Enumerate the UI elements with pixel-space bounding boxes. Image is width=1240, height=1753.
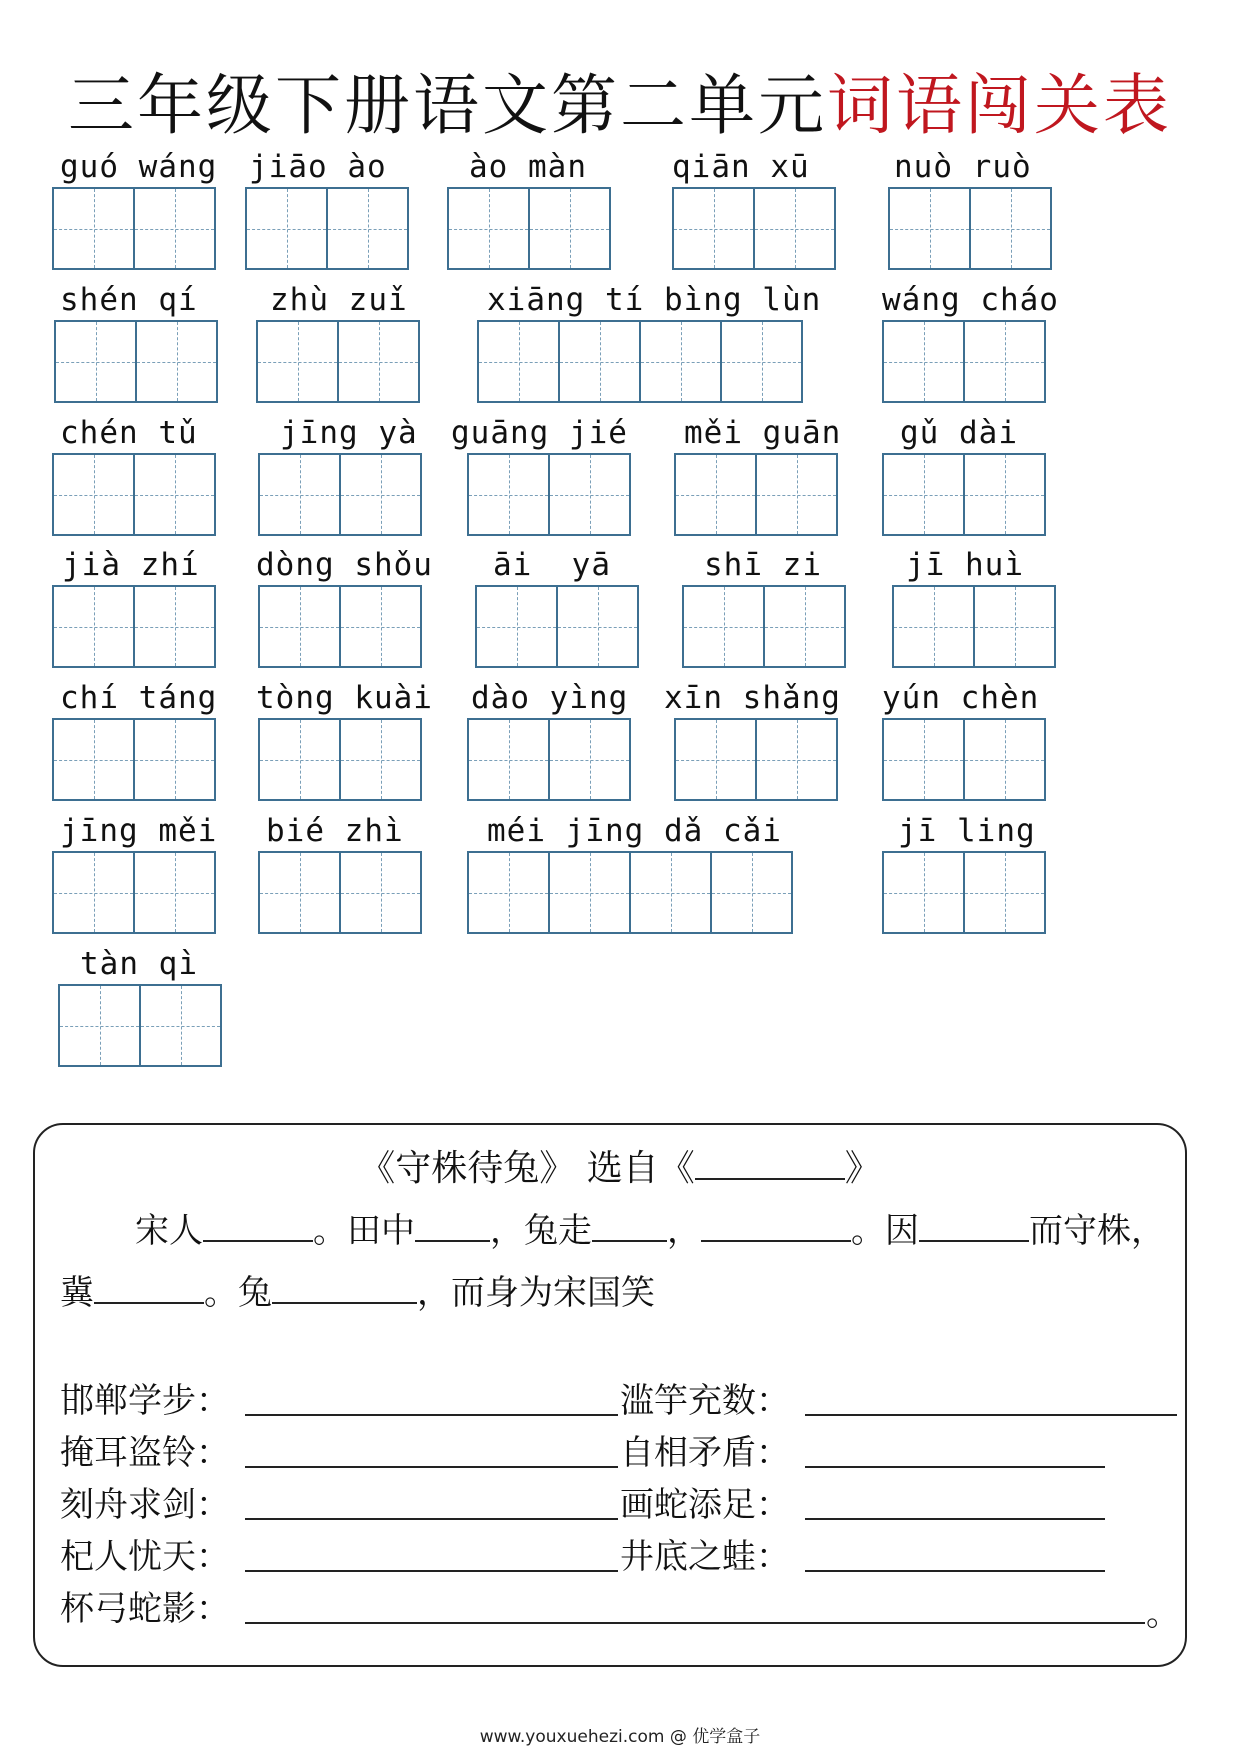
fill-blank[interactable] <box>272 1272 417 1304</box>
tianzige-grid <box>258 851 422 934</box>
tianzige-grid <box>892 585 1056 668</box>
tianzige-grid <box>258 585 422 668</box>
tianzige-grid <box>52 187 216 270</box>
writing-cell[interactable] <box>892 585 975 668</box>
writing-cell[interactable] <box>753 187 836 270</box>
pinyin-label: jiāo ào <box>249 149 387 185</box>
writing-cell[interactable] <box>135 320 218 403</box>
poem-line-2 <box>60 1265 655 1314</box>
idiom-label: 杞人忧天： <box>60 1537 230 1577</box>
writing-cell[interactable] <box>467 851 550 934</box>
writing-cell[interactable] <box>548 718 631 801</box>
writing-cell[interactable] <box>755 718 838 801</box>
writing-cell[interactable] <box>256 320 339 403</box>
footer: www.youxuehezi.com @ 优学盒子 <box>479 1727 761 1747</box>
pinyin-label: jī ling <box>898 813 1036 849</box>
writing-cell[interactable] <box>467 718 550 801</box>
pinyin-label: shī zi <box>704 547 822 583</box>
page-title <box>0 52 1240 147</box>
writing-cell[interactable] <box>629 851 712 934</box>
title-black: 三年级下册语文第二单元 <box>68 67 827 144</box>
writing-cell[interactable] <box>58 984 141 1067</box>
idiom-label: 井底之蛙： <box>620 1537 790 1577</box>
tianzige-grid <box>258 718 422 801</box>
pinyin-label: měi guān <box>684 415 842 451</box>
writing-cell[interactable] <box>139 984 222 1067</box>
writing-cell[interactable] <box>447 187 530 270</box>
writing-cell[interactable] <box>467 453 550 536</box>
writing-cell[interactable] <box>720 320 803 403</box>
tianzige-grid <box>258 453 422 536</box>
pinyin-label: jià zhí <box>62 547 200 583</box>
poem-text: 。兔 <box>204 1273 272 1313</box>
writing-cell[interactable] <box>963 718 1046 801</box>
tianzige-grid <box>52 585 216 668</box>
idiom-label: 刻舟求剑： <box>60 1485 230 1525</box>
writing-cell[interactable] <box>888 187 971 270</box>
writing-cell[interactable] <box>763 585 846 668</box>
writing-cell[interactable] <box>52 851 135 934</box>
tianzige-grid <box>674 718 838 801</box>
pinyin-label: ào màn <box>469 149 587 185</box>
writing-cell[interactable] <box>258 453 341 536</box>
answer-line[interactable] <box>245 1518 618 1520</box>
tianzige-grid <box>58 984 222 1067</box>
poem-text: 宋人 <box>135 1211 203 1251</box>
tianzige-grid <box>467 453 631 536</box>
writing-cell[interactable] <box>339 585 422 668</box>
tianzige-grid <box>467 851 793 934</box>
poem-text: ，而身为宋国笑 <box>417 1273 655 1313</box>
idiom-label: 自相矛盾： <box>620 1433 790 1473</box>
writing-cell[interactable] <box>882 851 965 934</box>
pinyin-label: xiāng tí bìng lùn <box>487 282 822 318</box>
writing-cell[interactable] <box>52 585 135 668</box>
writing-cell[interactable] <box>882 718 965 801</box>
pinyin-label: chén tǔ <box>60 415 198 451</box>
writing-cell[interactable] <box>245 187 328 270</box>
tianzige-grid <box>52 851 216 934</box>
tianzige-grid <box>54 320 218 403</box>
writing-cell[interactable] <box>258 851 341 934</box>
pinyin-label: guó wáng <box>60 149 218 185</box>
pinyin-label: jīng yà <box>280 415 418 451</box>
idiom-label: 掩耳盗铃： <box>60 1433 230 1473</box>
tianzige-grid <box>882 851 1046 934</box>
answer-line[interactable] <box>805 1466 1105 1468</box>
pinyin-label: qiān xū <box>672 149 810 185</box>
writing-cell[interactable] <box>639 320 722 403</box>
writing-cell[interactable] <box>963 453 1046 536</box>
poem-text: 而守株， <box>1029 1211 1165 1251</box>
fill-blank[interactable] <box>203 1210 313 1242</box>
fill-blank[interactable] <box>919 1210 1029 1242</box>
pinyin-label: dòng shǒu <box>256 547 433 583</box>
pinyin-label: tòng kuài <box>256 680 433 716</box>
pinyin-label: tàn qì <box>80 946 198 982</box>
answer-line[interactable] <box>245 1570 618 1572</box>
idiom-label: 画蛇添足： <box>620 1485 790 1525</box>
poem-text: 冀 <box>60 1273 94 1313</box>
pinyin-label: guāng jié <box>451 415 628 451</box>
poem-title-suffix: 》 <box>844 1148 881 1189</box>
writing-cell[interactable] <box>674 453 757 536</box>
answer-line[interactable] <box>805 1570 1105 1572</box>
writing-cell[interactable] <box>477 320 560 403</box>
pinyin-label: wáng cháo <box>882 282 1059 318</box>
writing-cell[interactable] <box>133 453 216 536</box>
poem-text: 。田中 <box>313 1211 415 1251</box>
idiom-label: 杯弓蛇影： <box>60 1589 230 1629</box>
idiom-label: 邯郸学步： <box>60 1381 230 1421</box>
pinyin-label: gǔ dài <box>900 415 1018 451</box>
writing-cell[interactable] <box>258 585 341 668</box>
tianzige-grid <box>467 718 631 801</box>
fill-blank[interactable] <box>592 1210 667 1242</box>
writing-cell[interactable] <box>882 320 965 403</box>
fill-blank[interactable] <box>701 1210 851 1242</box>
poem-title <box>0 1140 1240 1191</box>
poem-text: ， <box>667 1211 701 1251</box>
writing-cell[interactable] <box>963 320 1046 403</box>
writing-cell[interactable] <box>882 453 965 536</box>
period-mark: 。 <box>1146 1594 1180 1634</box>
tianzige-grid <box>52 718 216 801</box>
writing-cell[interactable] <box>672 187 755 270</box>
answer-line[interactable] <box>245 1466 618 1468</box>
writing-cell[interactable] <box>556 585 639 668</box>
writing-cell[interactable] <box>548 453 631 536</box>
tianzige-grid <box>882 453 1046 536</box>
poem-text: 。因 <box>851 1211 919 1251</box>
pinyin-label: dào yìng <box>471 680 629 716</box>
pinyin-label: shén qí <box>60 282 198 318</box>
idiom-label: 滥竽充数： <box>620 1381 790 1421</box>
title-red: 词语闯关表 <box>827 67 1172 144</box>
writing-cell[interactable] <box>674 718 757 801</box>
tianzige-grid <box>475 585 639 668</box>
writing-cell[interactable] <box>528 187 611 270</box>
tianzige-grid <box>672 187 836 270</box>
tianzige-grid <box>256 320 420 403</box>
poem-title-prefix: 《守株待兔》 选自《 <box>359 1148 695 1189</box>
writing-cell[interactable] <box>710 851 793 934</box>
writing-cell[interactable] <box>475 585 558 668</box>
writing-cell[interactable] <box>133 718 216 801</box>
pinyin-label: āi yā <box>493 547 611 583</box>
tianzige-grid <box>477 320 803 403</box>
writing-cell[interactable] <box>963 851 1046 934</box>
answer-line[interactable] <box>245 1414 618 1416</box>
writing-cell[interactable] <box>52 718 135 801</box>
tianzige-grid <box>682 585 846 668</box>
fill-blank[interactable] <box>94 1272 204 1304</box>
writing-cell[interactable] <box>339 453 422 536</box>
writing-cell[interactable] <box>339 718 422 801</box>
pinyin-label: zhù zuǐ <box>270 282 408 318</box>
writing-cell[interactable] <box>133 585 216 668</box>
pinyin-label: jīng měi <box>60 813 218 849</box>
pinyin-label: jī huì <box>906 547 1024 583</box>
writing-cell[interactable] <box>133 851 216 934</box>
tianzige-grid <box>674 453 838 536</box>
pinyin-label: méi jīng dǎ cǎi <box>487 813 782 849</box>
writing-cell[interactable] <box>755 453 838 536</box>
tianzige-grid <box>882 320 1046 403</box>
pinyin-label: bié zhì <box>266 813 404 849</box>
poem-line-1 <box>135 1203 1165 1252</box>
writing-cell[interactable] <box>339 851 422 934</box>
writing-cell[interactable] <box>337 320 420 403</box>
writing-cell[interactable] <box>52 453 135 536</box>
answer-line[interactable] <box>805 1518 1105 1520</box>
pinyin-label: yún chèn <box>882 680 1040 716</box>
tianzige-grid <box>447 187 611 270</box>
answer-line[interactable] <box>245 1622 1145 1624</box>
tianzige-grid <box>888 187 1052 270</box>
tianzige-grid <box>882 718 1046 801</box>
writing-cell[interactable] <box>54 320 137 403</box>
writing-cell[interactable] <box>973 585 1056 668</box>
pinyin-label: xīn shǎng <box>664 680 841 716</box>
fill-blank[interactable] <box>415 1210 490 1242</box>
writing-cell[interactable] <box>133 187 216 270</box>
writing-cell[interactable] <box>258 718 341 801</box>
writing-cell[interactable] <box>558 320 641 403</box>
writing-cell[interactable] <box>326 187 409 270</box>
pinyin-label: chí táng <box>60 680 218 716</box>
writing-cell[interactable] <box>548 851 631 934</box>
poem-text: ，兔走 <box>490 1211 592 1251</box>
writing-cell[interactable] <box>52 187 135 270</box>
pinyin-label: nuò ruò <box>894 149 1032 185</box>
writing-cell[interactable] <box>682 585 765 668</box>
writing-cell[interactable] <box>969 187 1052 270</box>
answer-line[interactable] <box>805 1414 1177 1416</box>
tianzige-grid <box>52 453 216 536</box>
source-blank[interactable] <box>695 1148 845 1180</box>
tianzige-grid <box>245 187 409 270</box>
